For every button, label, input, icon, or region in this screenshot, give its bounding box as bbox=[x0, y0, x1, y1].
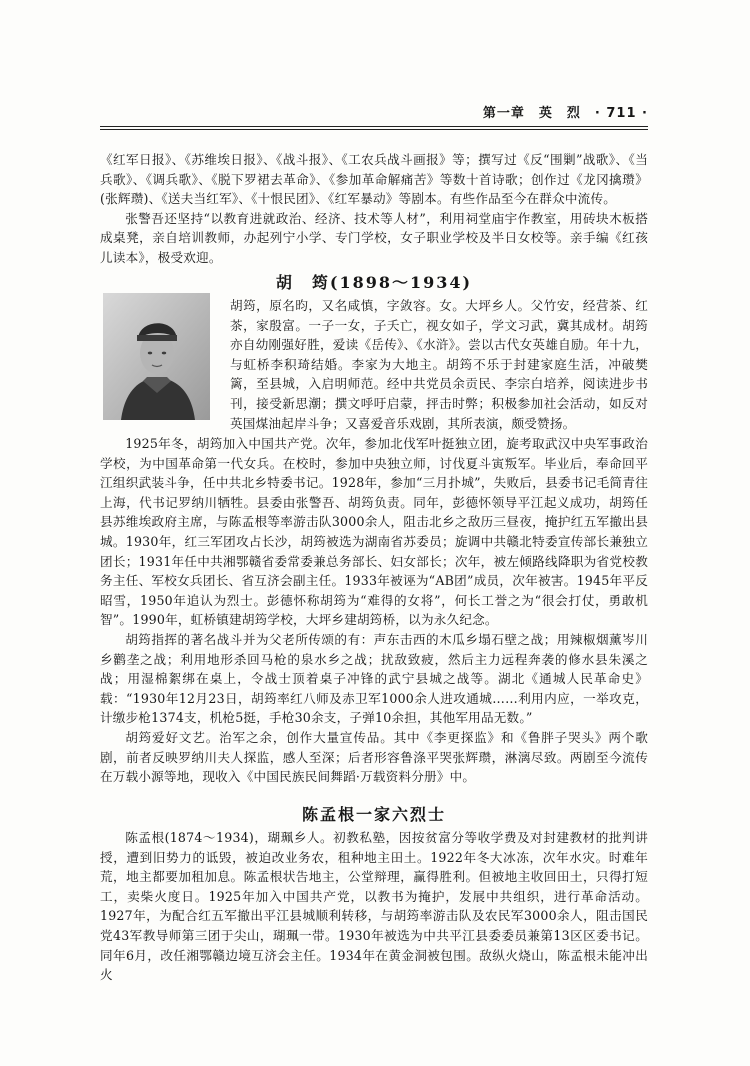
hu-paragraph-4: 胡筠爱好文艺。治军之余，创作大量宣传品。其中《李更探监》和《鲁胖子哭头》两个歌剧，前者反映罗纳川夫人探监，感人至深；后者形容鲁涤平哭张辉瓒，淋漓尽致。两剧至今流传在万载小源等地，现收入《中国民族民间舞蹈·万载资料分册》中。 bbox=[100, 729, 648, 785]
hu-yun-body bbox=[100, 434, 648, 787]
intro-paragraph-2: 张警吾还坚持“以教育进就政治、经济、技术等人材”，利用祠堂庙宇作教室，用砖块木板搭成桌凳，亲自培训教师，办起列宁小学、专门学校，女子职业学校及半日女校等。亲手编《红孩儿读本》，极受欢迎。 bbox=[100, 210, 648, 265]
header-rule bbox=[100, 126, 648, 130]
chen-menggen-body bbox=[100, 828, 648, 985]
portrait-photo-icon bbox=[103, 293, 210, 420]
hu-paragraph-2: 1925年冬，胡筠加入中国共产党。次年，参加北伐军叶挺独立团，旋考取武汉中央军事政治学校，为中国革命第一代女兵。在校时，参加中央独立师，讨伐夏斗寅叛军。毕业后，奉命回平江组织武装斗争，任中共北乡特委书记。1928年，参加“三月扑城”，失败后，县委书记毛简青往上海，代书记罗纳川牺牲。县委由张警吾、胡筠负责。同年，彭德怀领导平江起义成功，胡筠任县苏维埃政府主席，与陈孟根等率游击队3000余人，阻击北乡之敌历三昼夜，掩护红五军撤出县城。1930年，红三军团攻占长沙，胡筠被选为湖南省苏委员；旋调中共赣北特委宣传部长兼独立团长；1931年任中共湘鄂赣省委常委兼总务部长、妇女部长；次年，被左倾路线降职为省党校教务主任、军校女兵团长、省互济会副主任。1933年被诬为“AB团”成员，次年被害。1945年平反昭雪，1950年追认为烈士。彭德怀称胡筠为“难得的女将”，何长工誉之为“很会打仗，勇敢机智”。1990年，虹桥镇建胡筠学校，大坪乡建胡筠桥，以为永久纪念。 bbox=[100, 436, 648, 628]
hu-paragraph-3: 胡筠指挥的著名战斗并为父老所传颂的有：声东击西的木瓜乡塌石壁之战；用辣椒烟薰岑川乡鹳垄之战；利用地形杀回马枪的泉水乡之战；扰敌致疲，然后主力远程奔袭的修水县朱溪之战；用湿棉絮绑在桌上，令战士顶着桌子冲锋的武宁县城之战等。湖北《通城人民革命史》载：“1930年12月23日，胡筠率红八师及赤卫军1000余人进攻通城……利用内应，一举攻克，计缴步枪1374支，机枪5挺，手枪30余支，子弹10余担，其他军用品无数。” bbox=[100, 631, 648, 726]
running-header: 第一章 英 烈 · 711 · bbox=[482, 106, 648, 121]
chen-paragraph-1: 陈孟根(1874～1934)，瑚珮乡人。初教私塾，因按贫富分等收学费及对封建教材的批判讲授，遭到旧势力的诋毁，被迫改业务农，租种地主田土。1922年冬大冰冻，次年水灾。时难年荒，地主都要加租加息。陈孟根状告地主，公堂辩理，赢得胜利。但被地主收回田土，只得打短工，卖柴火度日。1925年加入中国共产党，以教书为掩护，发展中共组织，进行革命活动。1927年，为配合红五军撤出平江县城顺利转移，与胡筠率游击队及农民军3000余人，阻击国民党43军教导师第三团于尖山，瑚珮一带。1930年被选为中共平江县委委员兼第13区区委书记。同年6月，改任湘鄂赣边境互济会主任。1934年在黄金洞被包围。敌纵火烧山，陈孟根未能冲出火 bbox=[100, 830, 648, 983]
intro-paragraph-1: 《红军日报》、《苏维埃日报》、《战斗报》、《工农兵战斗画报》等；撰写过《反“围剿”战歌》、《当兵歌》、《调兵歌》、《脱下罗裙去革命》、《参加革命解痛苦》等数十首诗歌；创作过《龙冈擒瓒》(张辉瓒)、《送夫当红军》、《十恨民团》、《红军暴动》等剧本。有些作品至今在群众中流传。 bbox=[100, 152, 648, 207]
hu-yun-bio-intro bbox=[230, 296, 648, 433]
hu-yun-title: 胡 筠(1898～1934) bbox=[275, 273, 473, 292]
chen-menggen-title: 陈孟根一家六烈士 bbox=[301, 805, 446, 824]
intro-block bbox=[100, 150, 648, 268]
hu-paragraph-1: 胡筠，原名昀，又名咸慎，字敛容。女。大坪乡人。父竹安，经营茶、红茶，家殷富。一子一女，子夭亡，视女如子，学文习武，冀其成材。胡筠亦自幼刚强好胜，爱读《岳传》、《水浒》。尝以古代女英雄自励。年十九，与虹桥李积琦结婚。李家为大地主。胡筠不乐于封建家庭生活，冲破樊篱，至县城，入启明师范。经中共党员余贡民、李宗白培养，阅读进步书刊，接受新思潮；撰文呼吁启蒙，抨击时弊；积极参加社会活动，如反对英国煤油起岸斗争；又喜爱音乐戏剧，其所表演，颇受赞扬。 bbox=[230, 298, 648, 431]
